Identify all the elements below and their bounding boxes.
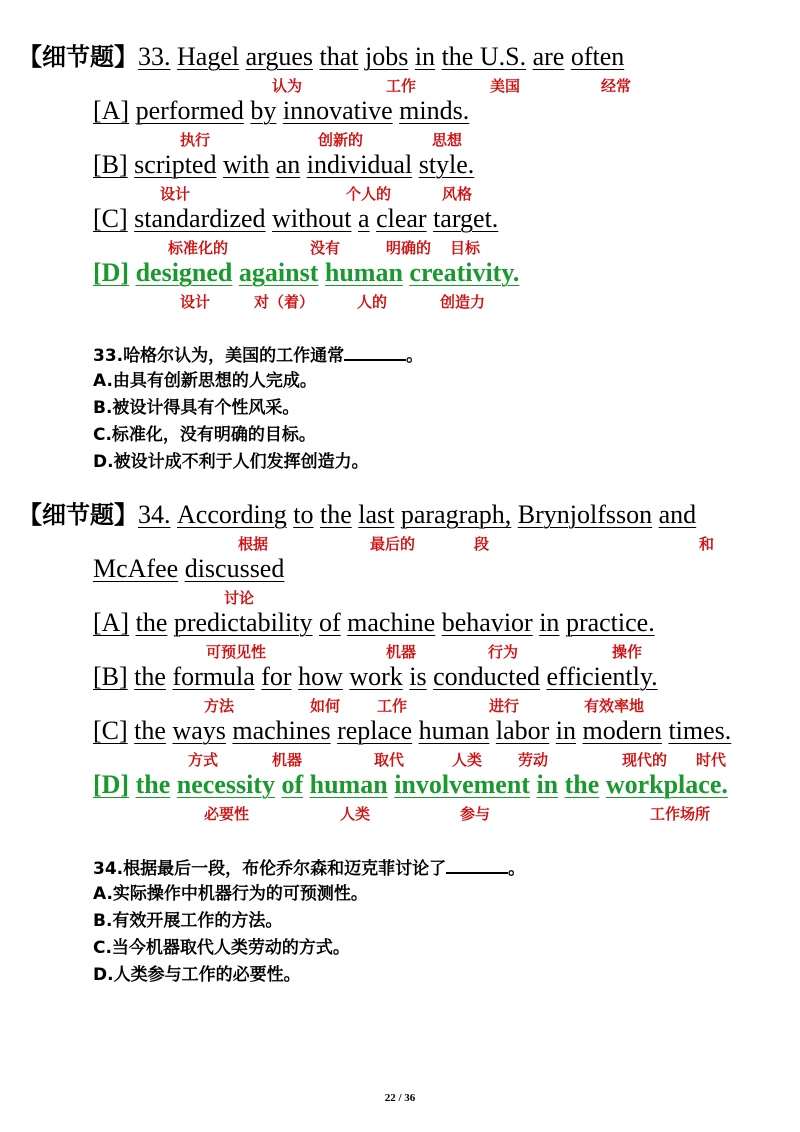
gloss: 参与 bbox=[460, 805, 491, 823]
gloss: 工作 bbox=[377, 697, 408, 715]
gloss: 人类 bbox=[340, 805, 371, 823]
gloss: 可预见性 bbox=[206, 643, 267, 661]
gloss: 没有 bbox=[310, 239, 341, 257]
gloss: 设计 bbox=[180, 293, 211, 311]
gloss: 操作 bbox=[612, 643, 643, 661]
gloss: 认为 bbox=[272, 77, 303, 95]
gloss: 美国 bbox=[490, 77, 521, 95]
gloss: 个人的 bbox=[346, 185, 392, 203]
gloss: 工作场所 bbox=[650, 805, 711, 823]
gloss: 现代的 bbox=[622, 751, 668, 769]
gloss: 执行 bbox=[180, 131, 211, 149]
q34-translation-b: B.有效开展工作的方法。 bbox=[93, 911, 283, 931]
gloss: 明确的 bbox=[386, 239, 432, 257]
gloss: 工作 bbox=[386, 77, 417, 95]
gloss: 方式 bbox=[188, 751, 219, 769]
gloss: 讨论 bbox=[224, 589, 255, 607]
gloss: 段 bbox=[474, 535, 490, 553]
gloss: 行为 bbox=[488, 643, 519, 661]
gloss: 有效率地 bbox=[584, 697, 645, 715]
gloss: 时代 bbox=[696, 751, 727, 769]
gloss: 必要性 bbox=[204, 805, 250, 823]
q33-translation-c: C.标准化，没有明确的目标。 bbox=[93, 425, 316, 445]
q34-option-c: [C] the ways machines replace human labor in modern times. bbox=[93, 716, 732, 745]
q34-option-b: [B] the formula for how work is conducted efficiently. bbox=[93, 662, 658, 691]
gloss: 创造力 bbox=[440, 293, 486, 311]
gloss: 机器 bbox=[386, 643, 417, 661]
question-type-tag: 【细节题】 bbox=[18, 43, 138, 71]
gloss: 创新的 bbox=[318, 131, 364, 149]
q34-translation-c: C.当今机器取代人类劳动的方式。 bbox=[93, 938, 350, 958]
q33-option-b: [B] scripted with an individual style. bbox=[93, 150, 475, 179]
gloss: 方法 bbox=[204, 697, 235, 715]
q34-option-d-correct: [D] the necessity of human involvement in the workplace. bbox=[93, 770, 728, 799]
q34-stem: 【细节题】34. According to the last paragraph, Brynjolfsson and bbox=[18, 500, 697, 529]
gloss: 设计 bbox=[160, 185, 191, 203]
answer-blank bbox=[344, 343, 406, 361]
q33-option-d-correct: [D] designed against human creativity. bbox=[93, 258, 520, 287]
q34-translation-d: D.人类参与工作的必要性。 bbox=[93, 965, 301, 985]
q34-translation-a: A.实际操作中机器行为的可预测性。 bbox=[93, 884, 368, 904]
gloss: 根据 bbox=[238, 535, 269, 553]
q33-translation-stem: 33.哈格尔认为，美国的工作通常 。 bbox=[93, 343, 423, 367]
gloss: 标准化的 bbox=[168, 239, 229, 257]
gloss: 进行 bbox=[489, 697, 520, 715]
gloss: 思想 bbox=[432, 131, 463, 149]
gloss: 风格 bbox=[442, 185, 473, 203]
gloss: 和 bbox=[699, 535, 715, 553]
q33-translation-d: D.被设计成不利于人们发挥创造力。 bbox=[93, 452, 369, 472]
q33-translation-a: A.由具有创新思想的人完成。 bbox=[93, 371, 317, 391]
q34-option-a: [A] the predictability of machine behavior in practice. bbox=[93, 608, 655, 637]
question-type-tag: 【细节题】 bbox=[18, 501, 138, 529]
gloss: 机器 bbox=[272, 751, 303, 769]
gloss: 取代 bbox=[374, 751, 405, 769]
gloss: 劳动 bbox=[518, 751, 549, 769]
gloss: 最后的 bbox=[370, 535, 416, 553]
q34-translation-stem: 34.根据最后一段，布伦乔尔森和迈克菲讨论了 。 bbox=[93, 856, 525, 880]
gloss: 经常 bbox=[601, 77, 632, 95]
gloss: 对（着） bbox=[254, 293, 315, 311]
q33-option-a: [A] performed by innovative minds. bbox=[93, 96, 470, 125]
page-number: 22 / 36 bbox=[384, 1092, 416, 1104]
gloss: 人类 bbox=[452, 751, 483, 769]
answer-blank bbox=[446, 856, 508, 874]
q33-stem: 【细节题】33. Hagel argues that jobs in the U.S. are often bbox=[18, 42, 625, 71]
gloss: 目标 bbox=[450, 239, 481, 257]
q33-translation-b: B.被设计得具有个性风采。 bbox=[93, 398, 300, 418]
gloss: 人的 bbox=[357, 293, 388, 311]
q34-stem-line2: McAfee discussed bbox=[93, 554, 285, 583]
gloss: 如何 bbox=[310, 697, 341, 715]
q33-option-c: [C] standardized without a clear target. bbox=[93, 204, 499, 233]
